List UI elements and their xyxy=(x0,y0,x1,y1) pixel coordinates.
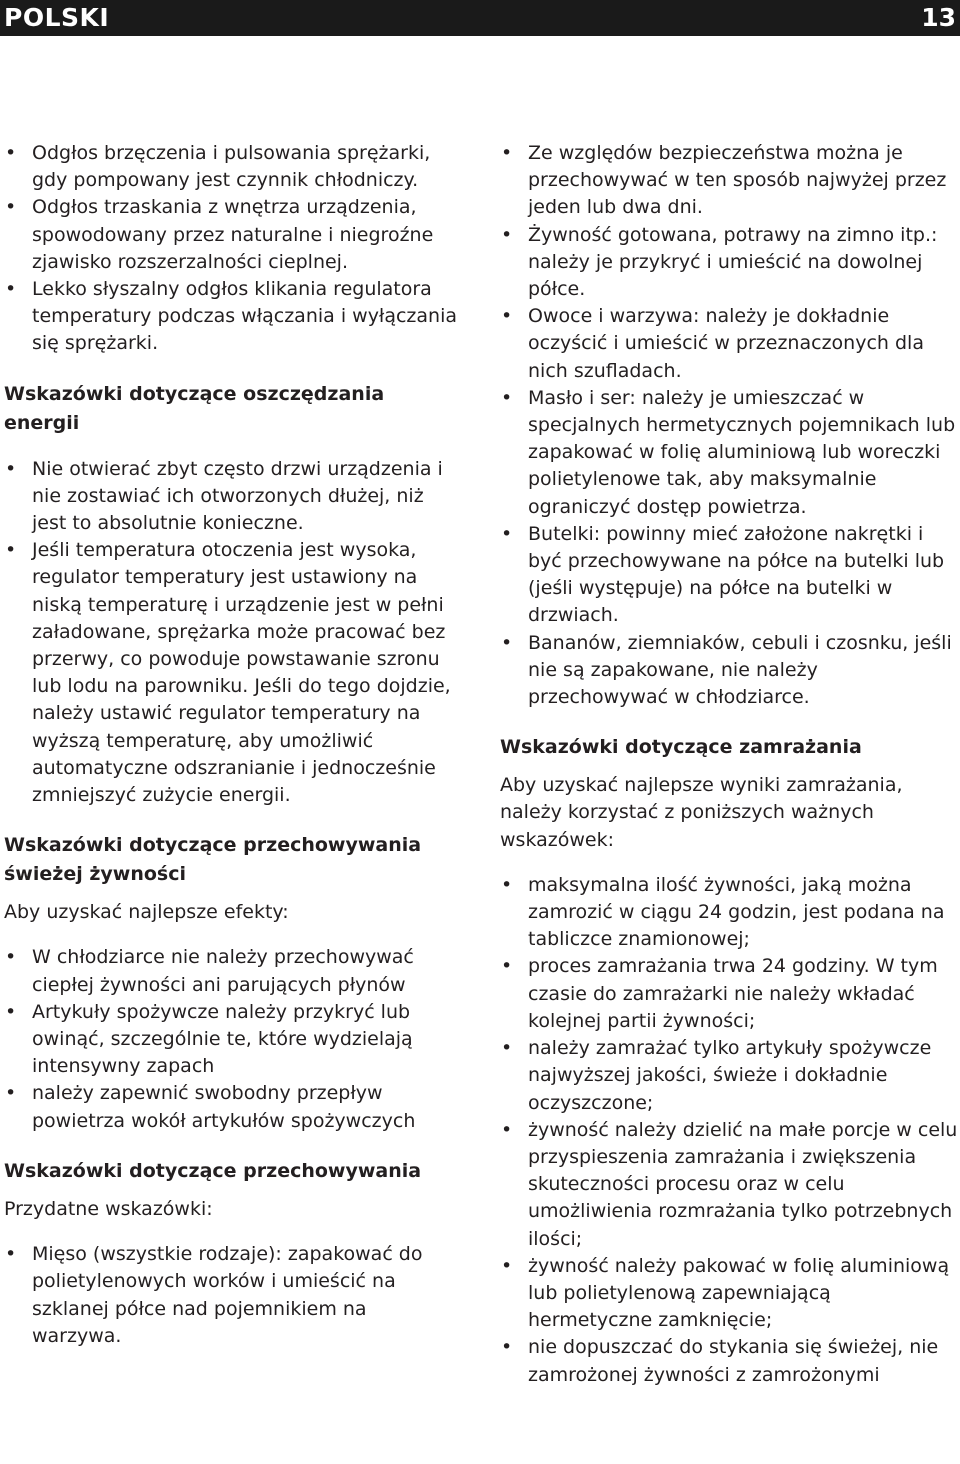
list-item: • Butelki: powinny mieć założone nakrętki i być przechowywane na półce na butelki lub (jeśli występuje) na półce na butelki w drzwiach. xyxy=(500,521,958,630)
section-heading-storage: Wskazówki dotyczące przechowywania xyxy=(4,1159,422,1182)
list-item: • Bananów, ziemniaków, cebuli i czosnku, jeśli nie są zapakowane, nie należy przechowywać w chłodziarce. xyxy=(500,630,958,712)
storage-list xyxy=(4,1241,462,1350)
storage-intro: Przydatne wskazówki: xyxy=(4,1197,213,1220)
freezing-list xyxy=(500,872,958,1389)
list-item: • żywność należy pakować w folię aluminiową lub polietylenową zapewniającą hermetyczne zamknięcie; xyxy=(500,1253,958,1335)
section-heading-freezing: Wskazówki dotyczące zamrażania xyxy=(500,736,862,759)
left-column xyxy=(4,140,462,1350)
language-label: POLSKI xyxy=(4,3,110,32)
section-heading-energy: Wskazówki dotyczące oszczędzania energii xyxy=(4,382,385,434)
list-item: • Odgłos brzęczenia i pulsowania sprężarki, gdy pompowany jest czynnik chłodniczy. xyxy=(4,140,462,194)
list-item: • należy zamrażać tylko artykuły spożywcze najwyższej jakości, świeże i dokładnie oczyszczone; xyxy=(500,1035,958,1117)
right-column xyxy=(500,140,958,1389)
list-item: • nie dopuszczać do stykania się świeżej, nie zamrożonej żywności z zamrożonymi xyxy=(500,1334,958,1388)
list-item: • Nie otwierać zbyt często drzwi urządzenia i nie zostawiać ich otworzonych dłużej, niż jest to absolutnie konieczne. xyxy=(4,456,462,538)
list-item: • należy zapewnić swobodny przepływ powietrza wokół artykułów spożywczych xyxy=(4,1080,462,1134)
list-item: • Odgłos trzaskania z wnętrza urządzenia, spowodowany przez naturalne i niegroźne zjawisko rozszerzalności cieplnej. xyxy=(4,194,462,276)
list-item: • Artykuły spożywcze należy przykryć lub owinąć, szczególnie te, które wydzielają intensywny zapach xyxy=(4,999,462,1081)
list-item: • proces zamrażania trwa 24 godziny. W tym czasie do zamrażarki nie należy wkładać kolejnej partii żywności; xyxy=(500,953,958,1035)
list-item: • Żywność gotowana, potrawy na zimno itp.: należy je przykryć i umieścić na dowolnej półce. xyxy=(500,222,958,304)
list-item: • Mięso (wszystkie rodzaje): zapakować do polietylenowych worków i umieścić na szklanej półce nad pojemnikiem na warzywa. xyxy=(4,1241,462,1350)
list-item: • Masło i ser: należy je umieszczać w specjalnych hermetycznych pojemnikach lub zapakować w folię aluminiową lub woreczki polietylenowe tak, aby maksymalnie ograniczyć dostęp powietrza. xyxy=(500,385,958,521)
list-item: • żywność należy dzielić na małe porcje w celu przyspieszenia zamrażania i zwiększenia skuteczności procesu oraz w celu umożliwienia rozmrażania tylko potrzebnych ilości; xyxy=(500,1117,958,1253)
page-header xyxy=(0,0,960,36)
list-item: • Lekko słyszalny odgłos klikania regulatora temperatury podczas włączania i wyłączania się sprężarki. xyxy=(4,276,462,358)
list-item: • Ze względów bezpieczeństwa można je przechowywać w ten sposób najwyżej przez jeden lub dwa dni. xyxy=(500,140,958,222)
list-item: • Owoce i warzywa: należy je dokładnie oczyścić i umieścić w przeznaczonych dla nich szufladach. xyxy=(500,303,958,385)
section-heading-fresh-food: Wskazówki dotyczące przechowywania świeżej żywności xyxy=(4,834,422,886)
storage-list-continued xyxy=(500,140,958,711)
list-item: • Jeśli temperatura otoczenia jest wysoka, regulator temperatury jest ustawiony na niską temperaturę i urządzenie jest w pełni załadowane, sprężarka może pracować bez przerwy, co powoduje powstawanie szronu lub lodu na parowniku. Jeśli do tego dojdzie, należy ustawić regulator temperatury na wyższą temperaturę, aby umożliwić automatyczne odszranianie i jednocześnie zmniejszyć zużycie energii. xyxy=(4,537,462,809)
energy-tips-list xyxy=(4,456,462,810)
fresh-food-list xyxy=(4,944,462,1134)
page-number: 13 xyxy=(921,3,956,32)
list-item: • W chłodziarce nie należy przechowywać ciepłej żywności ani parujących płynów xyxy=(4,944,462,998)
fresh-food-intro: Aby uzyskać najlepsze efekty: xyxy=(4,901,289,924)
noise-list xyxy=(4,140,462,358)
freezing-intro: Aby uzyskać najlepsze wyniki zamrażania, należy korzystać z poniższych ważnych wskazówek: xyxy=(500,774,903,851)
list-item: • maksymalna ilość żywności, jaką można zamrozić w ciągu 24 godzin, jest podana na tabliczce znamionowej; xyxy=(500,872,958,954)
